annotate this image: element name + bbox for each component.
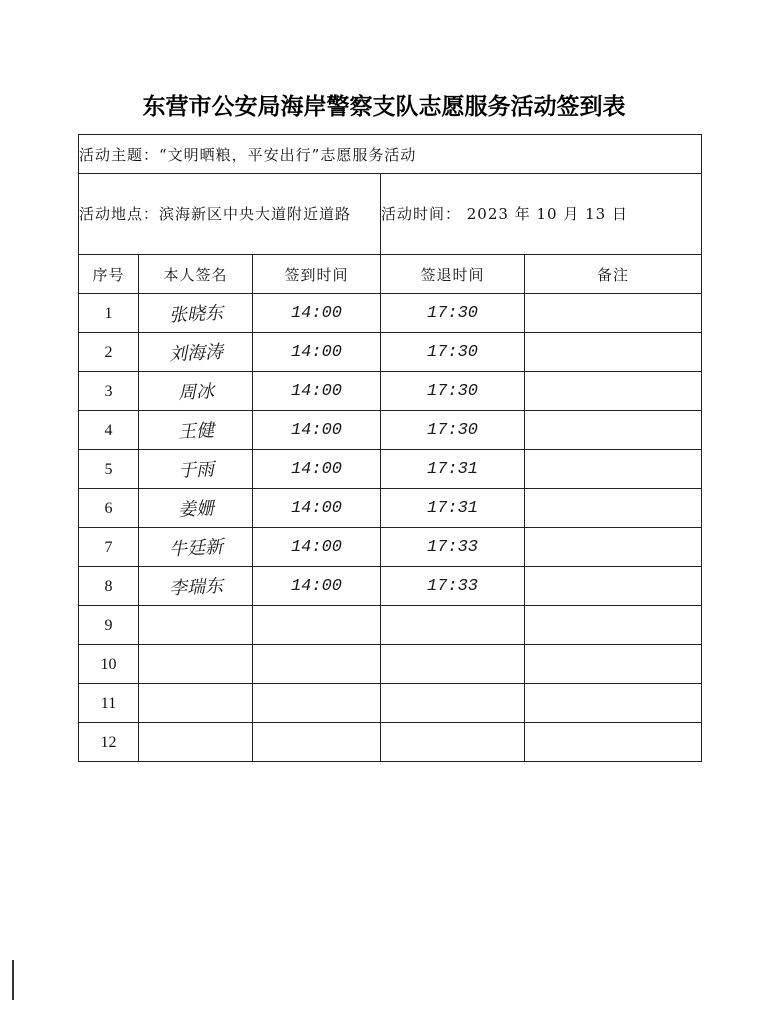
table-row <box>79 411 702 450</box>
row-signature: 姜姗 <box>177 498 215 521</box>
row-signature-cell <box>139 294 253 333</box>
row-signature-cell <box>139 372 253 411</box>
row-sign-in-time-cell <box>253 567 381 606</box>
row-signature: 刘海涛 <box>168 341 224 366</box>
row-sign-out-time-cell <box>381 645 525 684</box>
row-signature-cell <box>139 450 253 489</box>
row-seq: 3 <box>104 382 113 400</box>
row-seq-cell <box>79 294 139 333</box>
row-sign-in-time-cell <box>253 645 381 684</box>
row-sign-in-time: 14:00 <box>290 499 342 518</box>
row-sign-out-time: 17:33 <box>426 538 478 557</box>
row-seq-cell <box>79 528 139 567</box>
activity-place-time-row <box>79 174 702 255</box>
table-row <box>79 333 702 372</box>
table-header-row <box>79 255 702 294</box>
row-sign-in-time-cell <box>253 333 381 372</box>
row-sign-in-time-cell <box>253 294 381 333</box>
activity-time: 活动时间： 2023 年 10 月 13 日 <box>381 174 702 255</box>
row-signature-cell <box>139 528 253 567</box>
margin-mark <box>12 960 14 1000</box>
row-signature: 于雨 <box>177 459 215 482</box>
row-sign-in-time-cell <box>253 411 381 450</box>
row-sign-out-time-cell <box>381 372 525 411</box>
row-remark-cell <box>525 450 702 489</box>
row-seq: 7 <box>104 538 113 556</box>
table-row <box>79 567 702 606</box>
row-sign-out-time: 17:30 <box>426 304 478 323</box>
sign-in-table-body <box>79 135 702 762</box>
row-signature: 李瑞东 <box>168 575 224 600</box>
activity-place: 活动地点：滨海新区中央大道附近道路 <box>79 174 381 255</box>
row-signature-cell <box>139 489 253 528</box>
row-seq: 1 <box>104 304 113 322</box>
row-signature-cell <box>139 567 253 606</box>
row-sign-out-time-cell <box>381 723 525 762</box>
row-sign-out-time: 17:30 <box>426 343 478 362</box>
row-remark-cell <box>525 489 702 528</box>
row-signature-cell <box>139 645 253 684</box>
row-remark-cell <box>525 606 702 645</box>
row-sign-out-time-cell <box>381 333 525 372</box>
table-row <box>79 450 702 489</box>
table-row <box>79 528 702 567</box>
row-seq-cell <box>79 489 139 528</box>
row-sign-out-time: 17:30 <box>426 382 478 401</box>
row-seq-cell <box>79 372 139 411</box>
header-remark: 备注 <box>525 255 702 294</box>
header-sign-out: 签退时间 <box>381 255 525 294</box>
row-sign-in-time-cell <box>253 606 381 645</box>
activity-topic-row <box>79 135 702 174</box>
row-signature-cell <box>139 606 253 645</box>
row-signature: 牛廷新 <box>168 536 224 561</box>
header-sign-in: 签到时间 <box>253 255 381 294</box>
row-seq: 6 <box>104 499 113 517</box>
row-sign-out-time: 17:31 <box>426 499 478 518</box>
row-seq: 4 <box>104 421 113 439</box>
row-signature-cell <box>139 723 253 762</box>
row-sign-in-time-cell <box>253 372 381 411</box>
row-signature: 周冰 <box>177 381 215 404</box>
row-sign-in-time: 14:00 <box>290 343 342 362</box>
table-row <box>79 372 702 411</box>
row-seq: 8 <box>104 577 113 595</box>
row-seq-cell <box>79 411 139 450</box>
row-remark-cell <box>525 528 702 567</box>
row-sign-out-time-cell <box>381 528 525 567</box>
row-seq-cell <box>79 684 139 723</box>
row-seq-cell <box>79 645 139 684</box>
table-row <box>79 645 702 684</box>
row-sign-out-time-cell <box>381 606 525 645</box>
row-remark-cell <box>525 294 702 333</box>
row-seq-cell <box>79 450 139 489</box>
row-sign-in-time-cell <box>253 684 381 723</box>
row-sign-in-time: 14:00 <box>290 538 342 557</box>
row-remark-cell <box>525 684 702 723</box>
activity-topic: 活动主题：“文明晒粮，平安出行”志愿服务活动 <box>79 135 702 174</box>
page-title: 东营市公安局海岸警察支队志愿服务活动签到表 <box>142 94 626 120</box>
row-seq-cell <box>79 567 139 606</box>
row-sign-out-time: 17:33 <box>426 577 478 596</box>
row-sign-in-time: 14:00 <box>290 421 342 440</box>
row-seq: 11 <box>100 694 117 712</box>
header-name: 本人签名 <box>139 255 253 294</box>
table-row <box>79 606 702 645</box>
row-sign-out-time-cell <box>381 489 525 528</box>
row-signature-cell <box>139 411 253 450</box>
row-seq: 2 <box>104 343 113 361</box>
row-sign-out-time-cell <box>381 450 525 489</box>
row-signature-cell <box>139 684 253 723</box>
table-row <box>79 489 702 528</box>
row-sign-out-time-cell <box>381 684 525 723</box>
row-sign-in-time: 14:00 <box>290 577 342 596</box>
row-remark-cell <box>525 723 702 762</box>
row-seq: 5 <box>104 460 113 478</box>
row-seq: 10 <box>100 655 117 673</box>
row-remark-cell <box>525 567 702 606</box>
row-remark-cell <box>525 372 702 411</box>
row-sign-in-time-cell <box>253 489 381 528</box>
row-seq: 9 <box>104 616 113 634</box>
row-sign-in-time: 14:00 <box>290 460 342 479</box>
row-signature-cell <box>139 333 253 372</box>
row-sign-out-time: 17:31 <box>426 460 478 479</box>
row-seq-cell <box>79 333 139 372</box>
row-signature: 张晓东 <box>168 302 224 327</box>
row-signature: 王健 <box>177 420 215 443</box>
sign-in-table <box>78 134 702 762</box>
table-row <box>79 294 702 333</box>
table-row <box>79 723 702 762</box>
row-seq-cell <box>79 606 139 645</box>
header-seq: 序号 <box>79 255 139 294</box>
table-row <box>79 684 702 723</box>
row-sign-in-time: 14:00 <box>290 304 342 323</box>
row-sign-out-time-cell <box>381 294 525 333</box>
row-remark-cell <box>525 333 702 372</box>
row-sign-in-time: 14:00 <box>290 382 342 401</box>
row-sign-out-time-cell <box>381 411 525 450</box>
row-sign-in-time-cell <box>253 723 381 762</box>
row-remark-cell <box>525 645 702 684</box>
row-remark-cell <box>525 411 702 450</box>
row-sign-in-time-cell <box>253 450 381 489</box>
row-seq-cell <box>79 723 139 762</box>
row-sign-out-time-cell <box>381 567 525 606</box>
row-seq: 12 <box>100 733 117 751</box>
row-sign-out-time: 17:30 <box>426 421 478 440</box>
row-sign-in-time-cell <box>253 528 381 567</box>
